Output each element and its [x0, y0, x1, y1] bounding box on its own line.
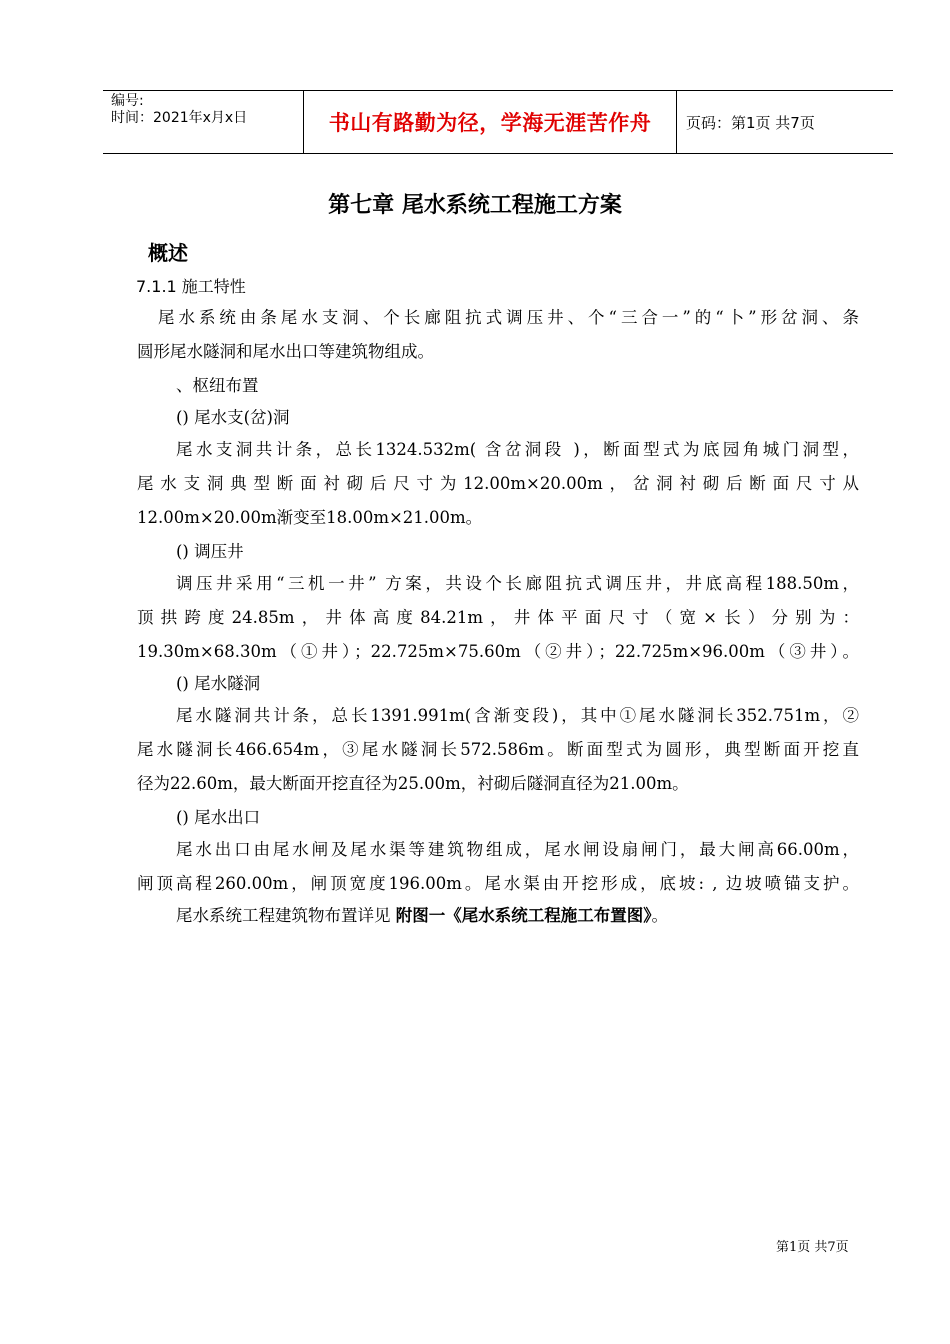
paragraph-line: 闸顶高程260.00m，闸顶宽度196.00m。尾水渠由开挖形成，底坡: , 边坡喷锚支护。	[137, 874, 859, 893]
list-heading: 、枢纽布置	[176, 376, 259, 395]
page-footer: 第1页 共7页	[776, 1240, 849, 1255]
header-motto: 书山有路勤为径，学海无涯苦作舟	[304, 91, 677, 153]
paragraph-line: 尾水隧洞长466.654m，③尾水隧洞长572.586m。断面型式为圆形，典型断面开挖直	[137, 740, 859, 759]
subsection-heading: 7.1.1 施工特性	[136, 277, 246, 296]
paragraph-line: 圆形尾水隧洞和尾水出口等建筑物组成。	[137, 342, 434, 361]
item-heading: () 尾水支(岔)洞	[176, 408, 290, 427]
paragraph-line: 12.00m×20.00m渐变至18.00m×21.00m。	[137, 508, 483, 527]
header-page-number: 页码：第1页 共7页	[686, 113, 815, 132]
paragraph-line: 尾水支洞典型断面衬砌后尺寸为12.00m×20.00m，岔洞衬砌后断面尺寸从	[137, 474, 859, 493]
paragraph-line-reference	[176, 902, 898, 926]
item-heading: () 尾水出口	[176, 808, 261, 827]
paragraph-line: 尾水支洞共计条，总长1324.532m( 含岔洞段 )，断面型式为底园角城门洞型，	[176, 440, 859, 459]
paragraph-line: 径为22.60m，最大断面开挖直径为25.00m，衬砌后隧洞直径为21.00m。	[137, 774, 689, 793]
reference-end: 。	[651, 906, 668, 925]
document-time-label: 时间：2021年x月x日	[111, 110, 248, 126]
item-heading: () 尾水隧洞	[176, 674, 261, 693]
paragraph-line: 尾水系统由条尾水支洞、个长廊阻抗式调压井、个“三合一”的“卜”形岔洞、条	[158, 308, 859, 327]
paragraph-line: 调压井采用“三机一井” 方案，共设个长廊阻抗式调压井，井底高程188.50m，	[176, 574, 859, 593]
page-header	[103, 90, 893, 154]
paragraph-line: 19.30m×68.30m（①井）；22.725m×75.60m（②井）；22.725m×96.00m（③井）。	[137, 642, 859, 661]
section-heading-overview: 概述	[148, 241, 188, 265]
chapter-title: 第七章 尾水系统工程施工方案	[328, 193, 622, 218]
paragraph-line: 顶拱跨度24.85m，井体高度84.21m，井体平面尺寸（宽×长）分别为：	[137, 608, 859, 627]
reference-lead-text: 尾水系统工程建筑物布置详见	[176, 906, 396, 925]
document-number-label: 编号:	[111, 93, 144, 109]
header-meta	[103, 91, 304, 153]
item-heading: () 调压井	[176, 542, 244, 561]
paragraph-line: 尾水隧洞共计条，总长1391.991m(含渐变段)，其中①尾水隧洞长352.751m，②	[176, 706, 859, 725]
paragraph-line: 尾水出口由尾水闸及尾水渠等建筑物组成，尾水闸设扇闸门，最大闸高66.00m，	[176, 840, 859, 859]
figure-reference: 附图一《尾水系统工程施工布置图》	[395, 906, 652, 925]
